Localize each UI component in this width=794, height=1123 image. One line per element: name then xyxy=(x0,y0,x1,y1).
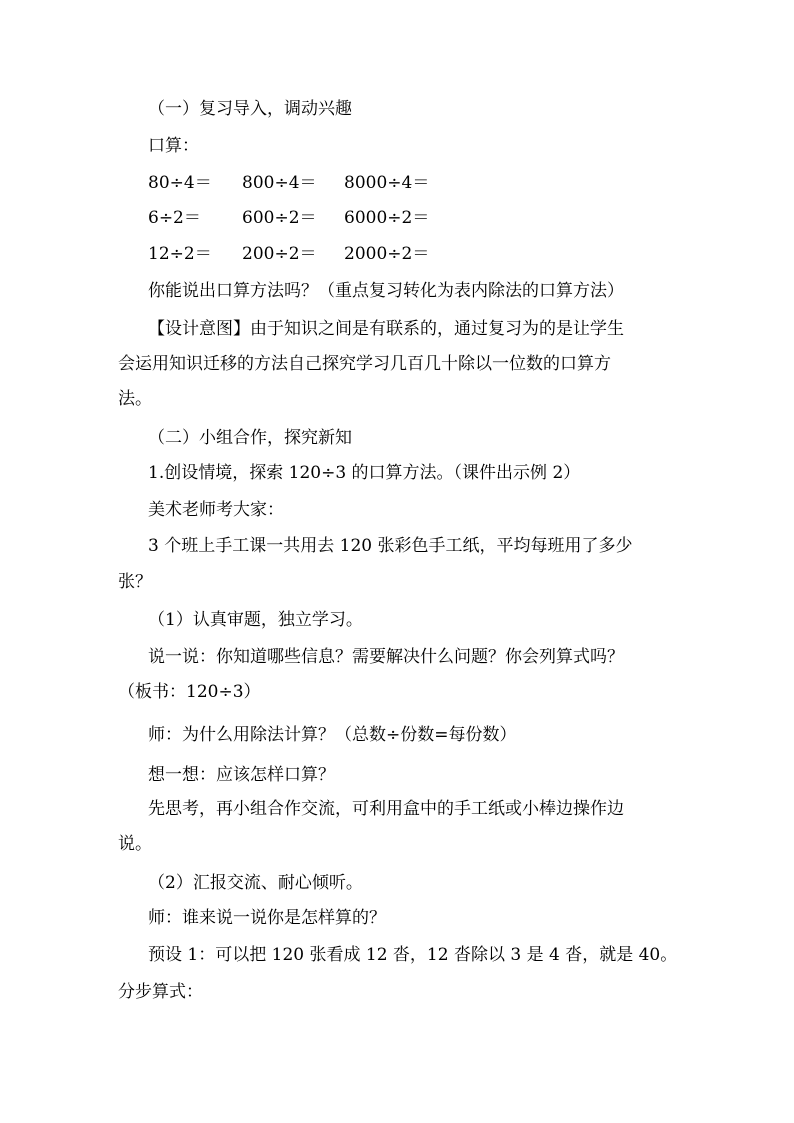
problem-line: 张？ xyxy=(118,572,152,592)
oral-calc-item: 200÷2＝ xyxy=(242,244,317,264)
preset-line: 预设 1：可以把 120 张看成 12 沓，12 沓除以 3 是 4 沓，就是 40。 xyxy=(148,945,678,965)
oral-calc-item: 8000÷4＝ xyxy=(344,173,430,193)
section1-heading: （一）复习导入，调动兴趣 xyxy=(148,99,352,119)
think-line: 想一想：应该怎样口算？ xyxy=(148,765,335,785)
design-intent-line: 会运用知识迁移的方法自己探究学习几百几十除以一位数的口算方 xyxy=(118,354,611,374)
say-line: （板书：120÷3） xyxy=(118,682,261,702)
say-line: 说一说：你知道哪些信息？需要解决什么问题？你会列算式吗？ xyxy=(148,647,624,667)
oral-calc-item: 600÷2＝ xyxy=(242,208,317,228)
method-question: 你能说出口算方法吗？（重点复习转化为表内除法的口算方法） xyxy=(148,281,624,301)
step1-text: （1）认真审题，独立学习。 xyxy=(148,610,363,630)
oral-calc-item: 800÷4＝ xyxy=(242,173,317,193)
problem-line: 3 个班上手工课一共用去 120 张彩色手工纸，平均每班用了多少 xyxy=(148,536,633,556)
section2-heading: （二）小组合作，探究新知 xyxy=(148,428,352,448)
item1-text: 1.创设情境，探索 120÷3 的口算方法。（课件出示例 2） xyxy=(148,463,581,483)
oral-calc-label: 口算： xyxy=(148,136,199,156)
oral-calc-item: 12÷2＝ xyxy=(148,244,212,264)
oral-calc-item: 6000÷2＝ xyxy=(344,208,430,228)
teacher-ask: 师：谁来说一说你是怎样算的？ xyxy=(148,908,386,928)
step2-text: （2）汇报交流、耐心倾听。 xyxy=(148,873,363,893)
group-line: 说。 xyxy=(118,834,152,854)
oral-calc-item: 6÷2＝ xyxy=(148,208,201,228)
design-intent-line: 法。 xyxy=(118,389,152,409)
oral-calc-item: 2000÷2＝ xyxy=(344,244,430,264)
teacher-prompt: 美术老师考大家： xyxy=(148,500,284,520)
design-intent-line: 【设计意图】由于知识之间是有联系的，通过复习为的是让学生 xyxy=(148,319,624,339)
oral-calc-item: 80÷4＝ xyxy=(148,173,212,193)
preset-line: 分步算式： xyxy=(118,982,203,1002)
teacher-question: 师：为什么用除法计算？（总数÷份数=每份数） xyxy=(148,725,517,745)
group-line: 先思考，再小组合作交流，可利用盒中的手工纸或小棒边操作边 xyxy=(148,799,624,819)
